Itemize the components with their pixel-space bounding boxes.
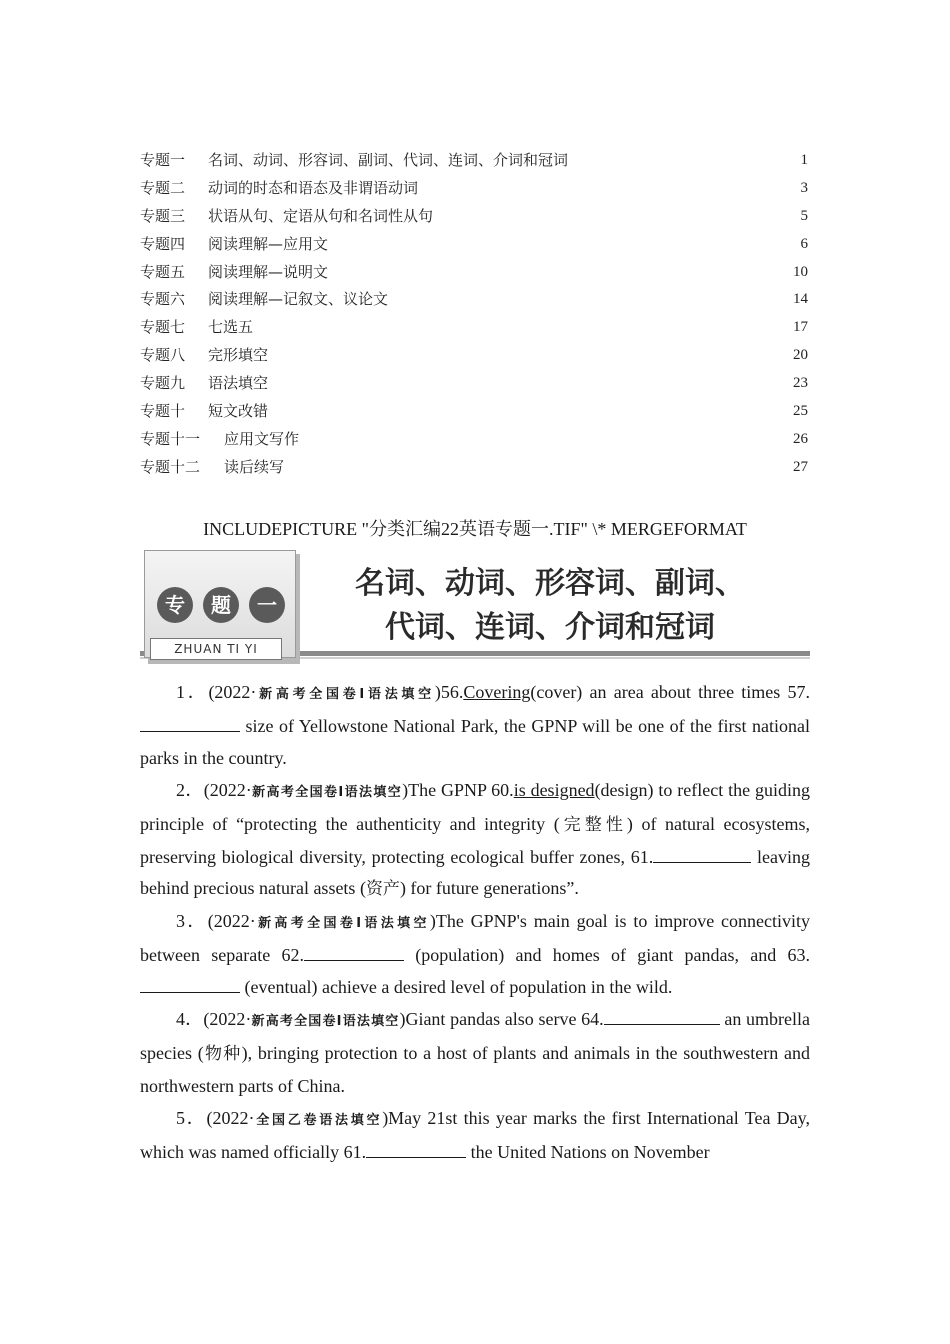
toc-entry[interactable] [140,147,810,175]
toc-entry[interactable] [140,175,810,203]
section-title-line: 代词、连词、介词和冠词 [385,610,715,645]
chinese-gloss: 物种 [203,1043,242,1064]
question-text: (cover) an area about three times 57. [530,682,811,702]
toc-title: 名词、动词、形容词、副词、代词、连词、介词和冠词 [208,151,569,169]
section-title-line: 名词、动词、形容词、副词、 [355,566,745,601]
badge-circle: 一 [249,587,285,623]
toc-entry[interactable] [140,426,810,454]
toc-entry[interactable] [140,454,810,482]
question-text: (design) to reflect the guiding principle of “protecting the authenticity and integrity ( [140,779,810,834]
toc-page: 20 [793,347,808,364]
answer-text: Covering [463,682,531,702]
toc-number: 专题三 [140,206,186,225]
toc-number: 专题六 [140,290,186,309]
toc-entry[interactable] [140,342,810,370]
question-text: )56. [434,682,464,702]
toc-entry[interactable] [140,370,810,398]
toc-number: 专题一 [140,151,186,169]
section-title [320,562,780,650]
chinese-gloss: 完整性 [559,814,627,835]
source-year: (2022· [208,682,257,702]
toc-title: 状语从句、定语从句和名词性从句 [208,206,434,225]
toc-number: 专题二 [140,178,186,197]
toc-number: 专题四 [140,234,186,253]
toc-page: 27 [793,458,808,475]
source-year: (2022· [207,911,256,932]
toc-number: 专题十二 [140,457,201,476]
toc-title: 短文改错 [208,402,269,421]
toc-title: 阅读理解—记叙文、议论文 [208,290,389,309]
toc-title: 应用文写作 [224,429,300,448]
question-text: ) of natural ecosystems, preserving biological diversity, protecting ecological buffer zones, 61. [140,813,811,867]
toc-page: 1 [800,152,808,168]
toc-page: 26 [793,430,808,447]
question-source: 新高考全国卷Ⅰ语法填空 [251,1014,400,1030]
question-item [140,677,810,775]
question-number: 5． [176,1107,207,1128]
toc-number: 专题十 [140,402,186,421]
question-source: 新高考全国卷Ⅰ语法填空 [251,784,403,800]
source-year: (2022· [206,1107,255,1128]
question-source: 全国乙卷语法填空 [254,1112,383,1128]
source-year: (2022· [203,1009,252,1030]
toc-title: 完形填空 [208,346,269,365]
answer-blank[interactable] [604,1008,720,1025]
question-number: 2． [176,779,204,800]
question-text: an umbrella species ( [140,1009,810,1063]
question-text: ), bringing protection to a host of plants and animals in the southwestern and northwestern parts of China. [140,1042,810,1096]
toc-entry[interactable] [140,314,810,342]
toc-entry[interactable] [140,286,810,314]
toc-page: 14 [793,291,808,308]
answer-text: is designed [513,779,595,800]
question-text: the United Nations on November [466,1141,710,1162]
question-source: 新高考全国卷Ⅰ语法填空 [255,916,430,932]
question-text: )May 21st this year marks the first International Tea Day, which was named officially 61. [140,1107,810,1162]
toc-title: 阅读理解—应用文 [208,234,329,253]
toc-page: 25 [793,403,808,420]
field-code-text: INCLUDEPICTURE "分类汇编22英语专题一.TIF" \* MERGEFORMAT [203,519,747,539]
question-item [140,1004,810,1103]
question-text: )The GPNP's main goal is to improve connectivity between separate 62. [140,911,811,966]
question-item [140,1103,810,1169]
toc-title: 阅读理解—说明文 [208,262,329,281]
toc-entry[interactable] [140,259,810,287]
toc-title: 动词的时态和语态及非谓语动词 [208,178,419,197]
question-text: (population) and homes of giant pandas, and 63. [403,945,810,966]
table-of-contents [140,147,810,482]
toc-page: 23 [793,375,808,392]
toc-page: 6 [800,235,808,252]
badge-circle: 题 [203,587,239,623]
question-text: )Giant pandas also serve 64. [399,1009,604,1030]
chinese-gloss: 资产 [365,879,400,900]
question-text: )The GPNP 60. [402,779,514,800]
toc-entry[interactable] [140,398,810,426]
answer-blank[interactable] [304,944,404,961]
question-text: ) for future generations”. [399,878,579,899]
toc-title: 读后续写 [224,457,285,476]
answer-blank[interactable] [140,715,240,732]
toc-title: 七选五 [208,318,254,337]
toc-page: 17 [793,319,808,336]
answer-blank[interactable] [140,976,240,993]
answer-blank[interactable] [366,1141,466,1158]
toc-number: 专题七 [140,318,186,337]
answer-blank[interactable] [653,846,751,863]
question-number: 3． [176,911,208,932]
toc-entry[interactable] [140,203,810,231]
source-year: (2022· [203,779,252,800]
toc-entry[interactable] [140,231,810,259]
question-source: 新高考全国卷Ⅰ语法填空 [256,687,435,702]
toc-number: 专题十一 [140,429,201,448]
toc-title: 语法填空 [208,374,269,393]
toc-number: 专题八 [140,346,186,365]
badge-circle: 专 [157,587,193,623]
question-number: 4． [176,1009,204,1030]
toc-number: 专题五 [140,262,186,281]
question-text: (eventual) achieve a desired level of population in the wild. [240,977,673,998]
toc-page: 5 [800,207,808,224]
question-item [140,906,810,1004]
section-banner [140,548,810,670]
badge-pinyin-label: ZHUAN TI YI [150,638,282,660]
question-number: 1． [176,682,209,702]
toc-page: 10 [793,263,808,280]
toc-number: 专题九 [140,374,186,393]
question-item [140,775,810,907]
toc-page: 3 [800,179,808,196]
question-list [140,677,810,1169]
question-text: leaving behind precious natural assets ( [140,846,811,899]
question-text: size of Yellowstone National Park, the GPNP will be one of the first national parks in the country. [140,715,810,768]
